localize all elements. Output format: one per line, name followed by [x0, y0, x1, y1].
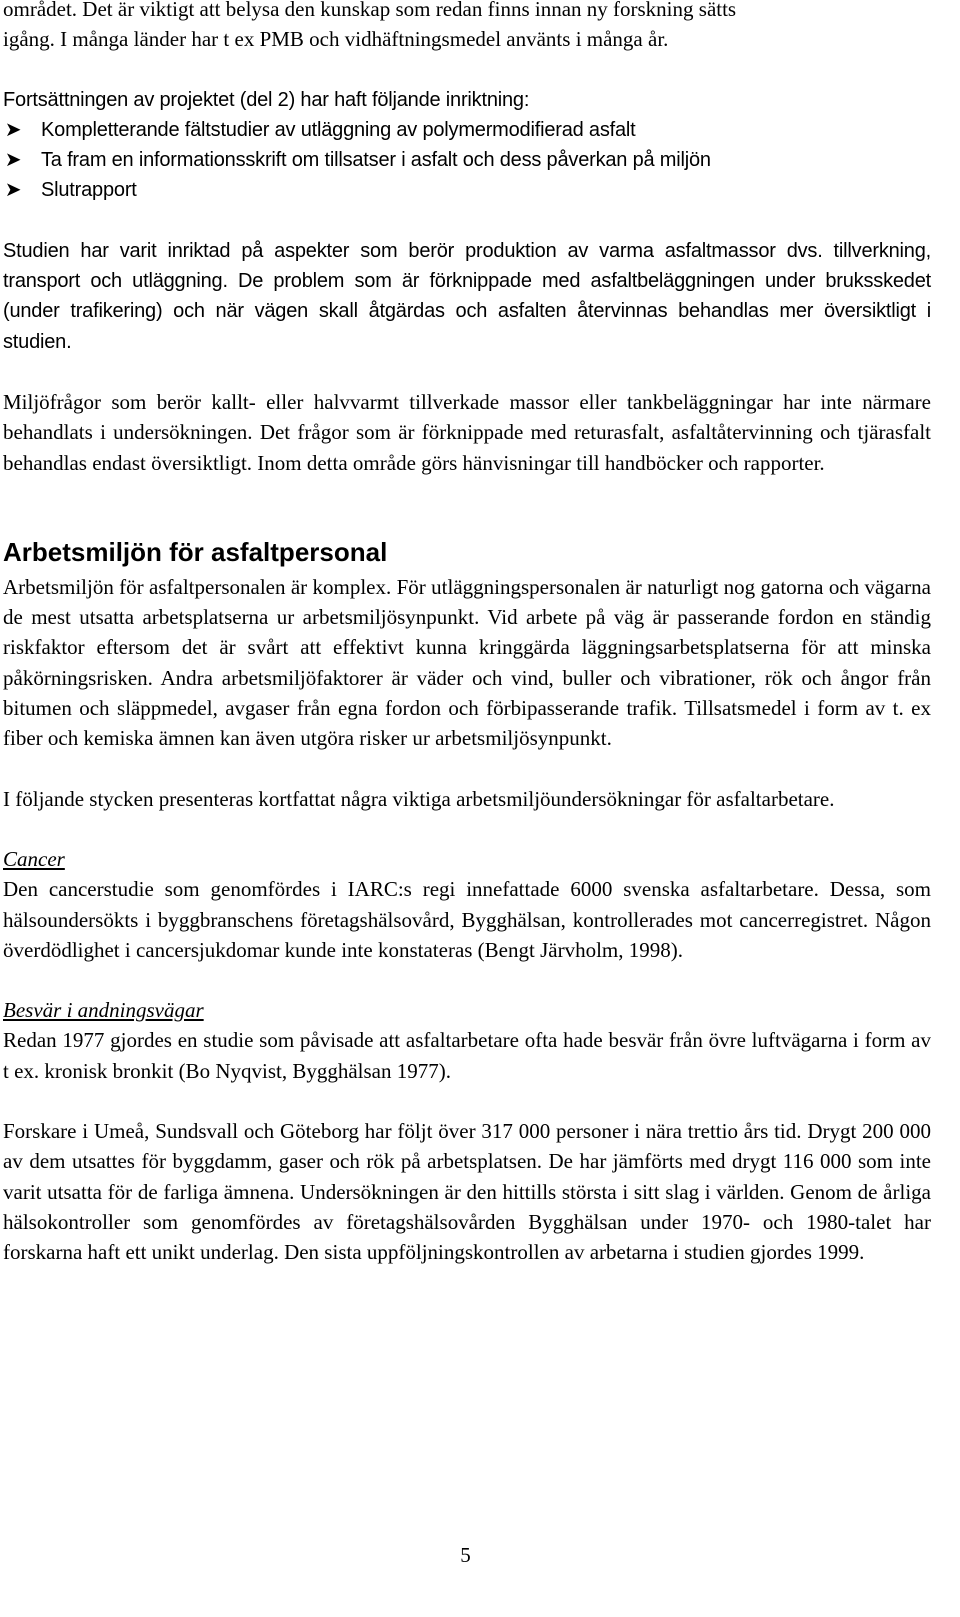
arrowhead-bullet-icon: ➤	[4, 118, 22, 141]
study-paragraph: Studien har varit inriktad på aspekter som berör produktion av varma asfaltmassor dvs. tillverkning, transport och utläggning. De problem som är förknippade med asfaltbeläggningen under bruksskedet (under trafikering) och när vägen skall åtgärdas och asfalten återvinnas behandlas mer översiktligt i studien.	[3, 239, 931, 353]
continuation-bullet-list	[3, 115, 931, 206]
airways-section	[3, 995, 931, 1086]
list-item: ➤ Ta fram en informationsskrift om tillsatser i asfalt och dess påverkan på miljön	[3, 145, 931, 175]
section-heading: Arbetsmiljön för asfaltpersonal	[3, 536, 388, 567]
intro-paragraph	[3, 0, 931, 55]
environment-paragraph: Miljöfrågor som berör kallt- eller halvvarmt tillverkade massor eller tankbeläggningar har inte närmare behandlats i undersökningen. Det frågor som är förknippade med returasfalt, asfaltåtervinning och tjärasfalt behandlas endast översiktligt. Inom detta område görs hänvisningar till handböcker och rapporter.	[3, 389, 931, 475]
airways-text: Redan 1977 gjordes en studie som påvisade att asfaltarbetare ofta hade besvär från övre luftvägarna i form av t ex. kronisk bronkit (Bo Nyqvist, Bygghälsan 1977).	[3, 1028, 931, 1083]
arrowhead-bullet-icon: ➤	[4, 179, 22, 202]
cancer-subheading: Cancer	[3, 846, 65, 871]
airways-subheading: Besvär i andningsvägar	[3, 998, 204, 1023]
page-number: 5	[460, 1543, 471, 1567]
intro-line-1: området. Det är viktigt att belysa den kunskap som redan finns innan ny forskning sätts	[3, 0, 737, 21]
cancer-text: Den cancerstudie som genomfördes i IARC:s regi innefattade 6000 svenska asfaltarbetare. Dessa, som hälsoundersökts i byggbranschens företagshälsovård, Bygghälsan, kontrollerades mot cancerregistret. Någon överdödlighet i cancersjukdomar kunde inte konstateras (Bengt Järvholm, 1998).	[3, 877, 931, 962]
document-page	[3, 0, 931, 1268]
continuation-intro: Fortsättningen av projektet (del 2) har haft följande inriktning:	[3, 88, 530, 111]
arrowhead-bullet-icon: ➤	[4, 149, 22, 172]
cancer-section	[3, 844, 931, 965]
list-item: ➤ Slutrapport	[3, 175, 931, 205]
followup-paragraph: I följande stycken presenteras kortfattat några viktiga arbetsmiljöundersökningar för asfaltarbetare.	[3, 786, 835, 811]
intro-line-2: igång. I många länder har t ex PMB och vidhäftningsmedel använts i många år.	[3, 27, 669, 52]
research-paragraph: Forskare i Umeå, Sundsvall och Göteborg har följt över 317 000 personer i nära trettio års tid. Drygt 200 000 av dem utsattes för byggdamm, gaser och rök på arbetsplatsen. De har jämförts med drygt 116 000 som inte varit utsatta för de farliga ämnena. Undersökningen är den hittills största i sitt slag i världen. Genom de årliga hälsokontroller som genomfördes av företagshälsovården Bygghälsan under 1970- och 1980-talet har forskarna haft ett unikt underlag. Den sista uppföljningskontrollen av arbetarna i studien gjordes 1999.	[3, 1119, 931, 1265]
work-environment-paragraph: Arbetsmiljön för asfaltpersonalen är komplex. För utläggningspersonalen är naturligt nog gatorna och vägarna de mest utsatta arbetsplatserna ur arbetsmiljösynpunkt. Vid arbete på väg är passerande fordon en ständig riskfaktor eftersom det är svårt att effektivt kunna kringgärda läggningsarbetsplatserna för att minska påkörningsrisken. Andra arbetsmiljöfaktorer är väder och vind, buller och vibrationer, rök och ångor från bitumen och släppmedel, avgaser från egna fordon och förbipasserande trafik. Tillsatsmedel i form av t. ex fiber och kemiska ämnen kan även utgöra risker ur arbetsmiljösynpunkt.	[3, 574, 931, 751]
list-item: ➤ Kompletterande fältstudier av utläggning av polymermodifierad asfalt	[3, 115, 931, 145]
